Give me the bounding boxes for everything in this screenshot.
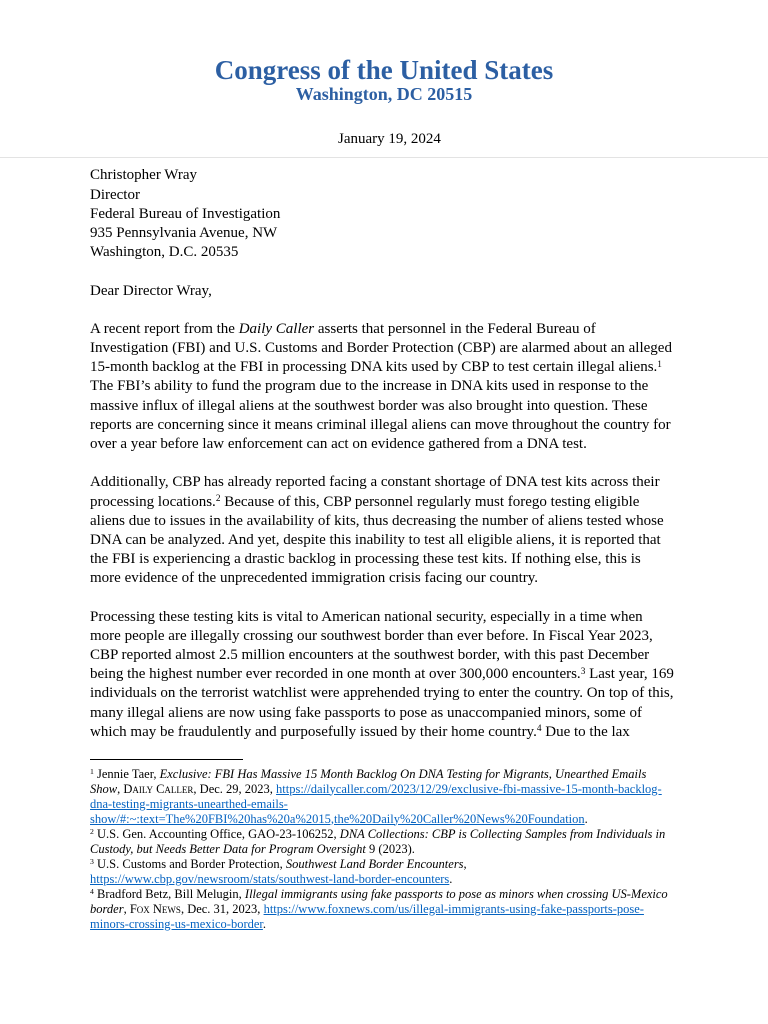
text-run: reports are concerning since it means criminal illegal aliens can move throughout the country for bbox=[90, 416, 671, 433]
text-run: over a year before law enforcement can act on evidence gathered from a DNA test. bbox=[90, 436, 587, 453]
paragraph-line bbox=[90, 569, 678, 588]
footnote bbox=[90, 857, 680, 887]
recipient-name: Christopher Wray bbox=[90, 167, 198, 184]
text-run: which may be fraudulently and purposefully issued by their home country. bbox=[90, 723, 537, 740]
text-run: more evidence of the unprecedented immigration crisis facing our country. bbox=[90, 570, 539, 587]
paragraph-line bbox=[90, 397, 678, 416]
text-run: CBP reported almost 2.5 million encounters at the southwest border, with this past December bbox=[90, 647, 650, 664]
italic-text: Custody, but Needs Better Data for Program Oversight bbox=[90, 841, 366, 856]
footnotes bbox=[90, 767, 680, 932]
text-run: aliens due to issues in the availability of kits, thus decreasing the number of aliens tested whose bbox=[90, 512, 664, 529]
text-run: Because of this, CBP personnel regularly must forego testing eligible bbox=[220, 493, 640, 510]
footnote-ref: 2 bbox=[215, 493, 221, 504]
citation-link[interactable]: show/#:~:text=The%20FBI%20has%20a%2015,the%20Daily%20Caller%20News%20Foundation bbox=[90, 811, 585, 826]
paragraph-line bbox=[90, 493, 678, 512]
text-run: Processing these testing kits is vital to American national security, especially in a time when bbox=[90, 608, 643, 625]
footnote bbox=[90, 887, 680, 932]
footnote-ref: 4 bbox=[536, 724, 542, 735]
text-run: Jennie Taer, bbox=[93, 766, 160, 781]
text-run: individuals on the terrorist watchlist were apprehended trying to enter the country. On top of this, bbox=[90, 685, 674, 702]
italic-text: Daily Caller bbox=[238, 320, 315, 337]
text-run: The FBI’s ability to fund the program due to the increase in DNA kits used in response to the bbox=[90, 378, 649, 395]
text-run: being the highest number ever recorded in one month at over 300,000 encounters. bbox=[90, 666, 581, 683]
footnote-line bbox=[90, 887, 680, 902]
italic-text: Southwest Land Border Encounters bbox=[285, 856, 464, 871]
text-run: , Dec. 29, 2023, bbox=[193, 781, 277, 796]
letterhead-title: Congress of the United States bbox=[214, 55, 554, 85]
paragraph-line bbox=[90, 665, 678, 684]
footnote-number: 3 bbox=[90, 856, 94, 866]
footnote-number: 1 bbox=[90, 766, 94, 776]
recipient-title: Director bbox=[90, 186, 140, 203]
body-paragraph bbox=[90, 320, 678, 454]
italic-text: border bbox=[90, 901, 124, 916]
recipient-street: 935 Pennsylvania Avenue, NW bbox=[90, 224, 278, 241]
paragraph-line bbox=[90, 358, 678, 377]
paragraph-line bbox=[90, 608, 678, 627]
text-run: 9 (2023). bbox=[365, 841, 415, 856]
text-run: U.S. Customs and Border Protection, bbox=[93, 856, 286, 871]
text-run: asserts that personnel in the Federal Bureau of bbox=[314, 320, 596, 337]
page-divider bbox=[0, 157, 768, 158]
footnote-line bbox=[90, 797, 680, 812]
text-run: Investigation (FBI) and U.S. Customs and Border Protection (CBP) are alarmed about an alleged bbox=[90, 340, 672, 357]
footnote bbox=[90, 767, 680, 827]
paragraph-line bbox=[90, 646, 678, 665]
body-paragraph bbox=[90, 473, 678, 588]
paragraph-line bbox=[90, 704, 678, 723]
text-run: many illegal aliens are now using fake passports to pose as unaccompanied minors, some of bbox=[90, 704, 642, 721]
text-run: . bbox=[584, 811, 588, 826]
footnote-ref: 1 bbox=[657, 359, 662, 370]
footnote-number: 2 bbox=[90, 826, 94, 836]
text-run: Due to the lax bbox=[541, 723, 630, 740]
citation-link[interactable]: https://www.cbp.gov/newsroom/stats/southwest-land-border-encounters bbox=[90, 871, 450, 886]
paragraph-line bbox=[90, 684, 678, 703]
letterhead-address: Washington, DC 20515 bbox=[295, 84, 473, 104]
publication-name: Daily Caller bbox=[123, 781, 194, 796]
footnote-line bbox=[90, 767, 680, 782]
text-run: DNA can be analyzed. And yet, despite this inability to test all eligible aliens, it is reported that bbox=[90, 531, 661, 548]
text-run: U.S. Gen. Accounting Office, GAO-23-106252, bbox=[93, 826, 340, 841]
recipient-city: Washington, D.C. 20535 bbox=[90, 244, 239, 261]
text-run: massive influx of illegal aliens at the southwest border was also brought into question. These bbox=[90, 397, 648, 414]
footnote-line bbox=[90, 857, 680, 872]
text-run: Additionally, CBP has already reported facing a constant shortage of DNA test kits across their bbox=[90, 474, 660, 491]
text-run: , bbox=[123, 901, 130, 916]
text-run: . bbox=[449, 871, 453, 886]
text-run: A recent report from the bbox=[90, 320, 239, 337]
italic-text: DNA Collections: CBP is Collecting Samples from Individuals in bbox=[339, 826, 666, 841]
footnote-ref: 3 bbox=[580, 666, 586, 677]
letter-content bbox=[90, 166, 678, 761]
text-run: , bbox=[463, 856, 467, 871]
text-run: the FBI is experiencing a drastic backlog in processing these test kits. If nothing else, this is bbox=[90, 551, 641, 568]
paragraph-line bbox=[90, 723, 678, 742]
paragraph-line bbox=[90, 512, 678, 531]
text-run: processing locations. bbox=[90, 493, 216, 510]
paragraph-line bbox=[90, 320, 678, 339]
text-run: more people are illegally crossing our southwest border than ever before. In Fiscal Year 2023, bbox=[90, 627, 653, 644]
citation-link[interactable]: https://dailycaller.com/2023/12/29/exclusive-fbi-massive-15-month-backlog- bbox=[276, 781, 662, 796]
citation-link[interactable]: https://www.foxnews.com/us/illegal-immigrants-using-fake-passports-pose- bbox=[263, 901, 644, 916]
text-run: , bbox=[117, 781, 124, 796]
paragraph-line bbox=[90, 416, 678, 435]
footnote-number: 4 bbox=[90, 886, 94, 896]
text-run: Last year, 169 bbox=[585, 666, 674, 683]
publication-name: Fox News bbox=[129, 901, 181, 916]
paragraph-line bbox=[90, 339, 678, 358]
footnote-line bbox=[90, 872, 680, 887]
letter-date: January 19, 2024 bbox=[338, 131, 441, 147]
paragraph-line bbox=[90, 435, 678, 454]
text-run: 15-month backlog at the FBI in processing DNA kits used by CBP to test certain illegal aliens. bbox=[90, 359, 658, 376]
footnote-line bbox=[90, 827, 680, 842]
paragraph-line bbox=[90, 531, 678, 550]
italic-text: Illegal immigrants using fake passports to pose as minors when crossing US-Mexico bbox=[244, 886, 668, 901]
text-run: Bradford Betz, Bill Melugin, bbox=[93, 886, 245, 901]
recipient-agency: Federal Bureau of Investigation bbox=[90, 205, 281, 222]
body-paragraph bbox=[90, 608, 678, 742]
text-run: , Dec. 31, 2023, bbox=[180, 901, 264, 916]
body-paragraphs bbox=[90, 320, 678, 742]
citation-link[interactable]: dna-testing-migrants-unearthed-emails- bbox=[90, 796, 288, 811]
italic-text: Show bbox=[90, 781, 118, 796]
footnote-line bbox=[90, 812, 680, 827]
footnote-line bbox=[90, 902, 680, 917]
paragraph-line bbox=[90, 473, 678, 492]
italic-text: Exclusive: FBI Has Massive 15 Month Backlog On DNA Testing for Migrants, Unearthed Emails bbox=[159, 766, 647, 781]
paragraph-line bbox=[90, 550, 678, 569]
footnote-line bbox=[90, 917, 680, 932]
footnote-separator bbox=[90, 759, 243, 760]
paragraph-line bbox=[90, 377, 678, 396]
footnote-line bbox=[90, 842, 680, 857]
salutation: Dear Director Wray, bbox=[90, 282, 212, 299]
recipient-address bbox=[90, 166, 678, 262]
citation-link[interactable]: minors-crossing-us-mexico-border bbox=[90, 916, 263, 931]
text-run: . bbox=[262, 916, 267, 931]
paragraph-line bbox=[90, 627, 678, 646]
footnote-line bbox=[90, 782, 680, 797]
footnote bbox=[90, 827, 680, 857]
